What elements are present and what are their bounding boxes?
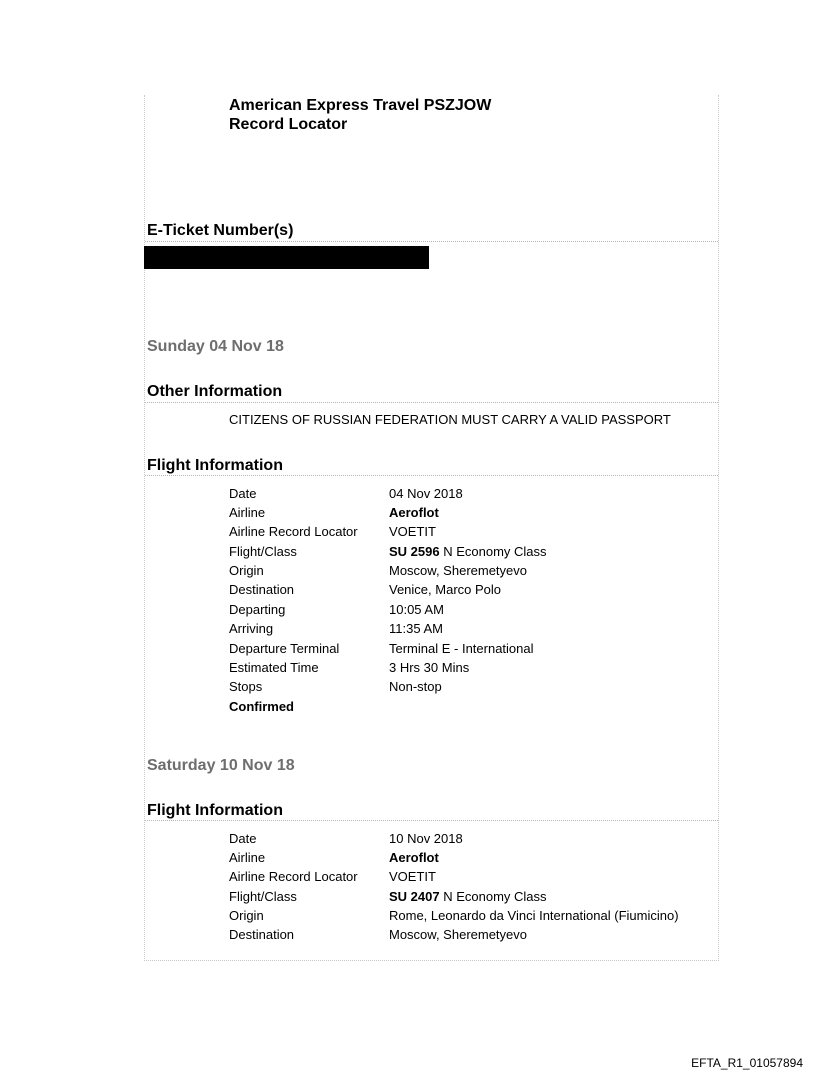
row-label: Departure Terminal [229,641,340,656]
row-label: Airline [229,505,266,520]
row-label: Estimated Time [229,660,319,675]
divider [145,402,718,403]
row-value: Moscow, Sheremetyevo [389,927,528,942]
agency-record-locator: American Express Travel PSZJOW [229,97,492,114]
flight-info-title: Flight Information [147,457,283,474]
row-label: Flight/Class [229,544,297,559]
redaction-bar [144,246,429,269]
row-label: Date [229,831,257,846]
row-value [389,544,547,559]
row-value: VOETIT [389,524,436,539]
row-label: Arriving [229,621,274,636]
row-label: Departing [229,602,286,617]
row-label: Airline [229,850,266,865]
row-label: Airline Record Locator [229,524,358,539]
day-title: Sunday 04 Nov 18 [147,338,284,355]
row-value: Aeroflot [389,850,439,865]
divider [145,820,718,821]
row-value: 10 Nov 2018 [389,831,463,846]
divider [145,475,718,476]
flight-class: N Economy Class [439,544,547,559]
record-locator-label: Record Locator [229,116,348,133]
row-label: Airline Record Locator [229,869,358,884]
row-value: 04 Nov 2018 [389,486,463,501]
row-label: Flight/Class [229,889,297,904]
status-label: Confirmed [229,699,294,714]
row-value: Terminal E - International [389,641,534,656]
divider [145,241,718,242]
row-value: 11:35 AM [389,621,443,636]
row-value: Venice, Marco Polo [389,582,502,597]
row-label: Stops [229,679,263,694]
row-label: Destination [229,927,295,942]
other-info-title: Other Information [147,383,283,400]
flight-number: SU 2407 [389,889,440,904]
eticket-title: E-Ticket Number(s) [147,222,294,239]
row-label: Origin [229,908,264,923]
row-value: Rome, Leonardo da Vinci International (Fiumicino) [389,908,679,923]
row-value: Moscow, Sheremetyevo [389,563,528,578]
passport-notice: CITIZENS OF RUSSIAN FEDERATION MUST CARRY A VALID PASSPORT [229,412,671,427]
row-value: Non-stop [389,679,442,694]
row-value: VOETIT [389,869,436,884]
document-id: EFTA_R1_01057894 [691,1056,803,1070]
row-value: 3 Hrs 30 Mins [389,660,470,675]
row-label: Destination [229,582,295,597]
row-value: 10:05 AM [389,602,444,617]
row-value: Aeroflot [389,505,439,520]
flight-info-title: Flight Information [147,802,283,819]
flight-number: SU 2596 [389,544,440,559]
row-value [389,889,547,904]
row-label: Date [229,486,257,501]
day-title: Saturday 10 Nov 18 [147,757,295,774]
flight-class: N Economy Class [439,889,547,904]
row-label: Origin [229,563,264,578]
